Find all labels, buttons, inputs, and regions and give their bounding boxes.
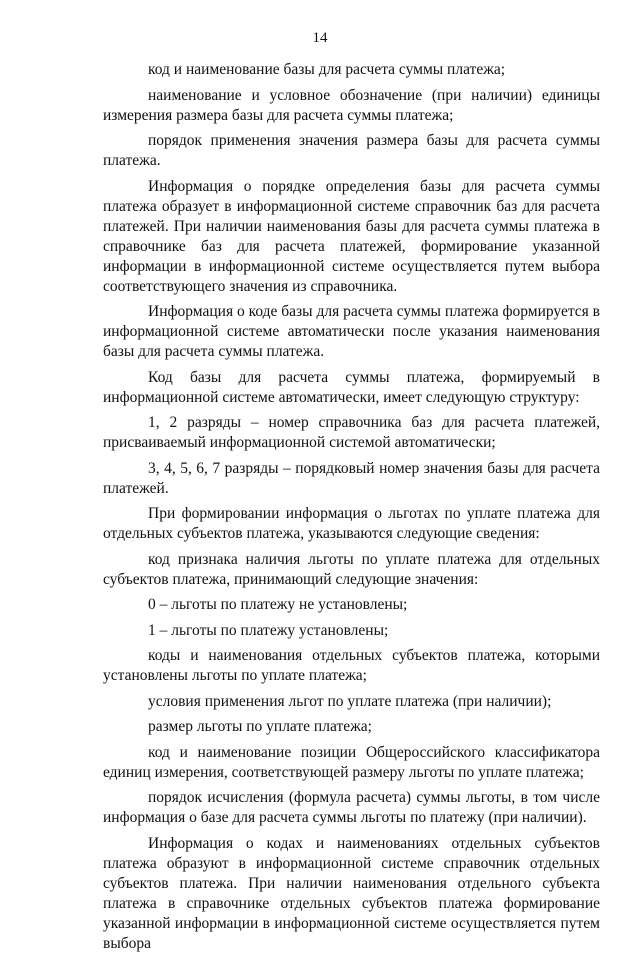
paragraph: 0 – льготы по платежу не установлены; [148,596,408,613]
paragraph: Информация о порядке определения базы для расчета суммы платежа образует в информационной системе справочник баз для расчета платежей. При наличии наименования базы для расчета суммы платежа в справочнике баз для расчета платежей, формирование указанной информации в информационной системе осуществляется путем выбора соответствующего значения из справочника. [103,177,600,295]
page-number: 14 [312,30,328,46]
paragraph: код и наименование позиции Общероссийского классификатора единиц измерения, соответствующей размеру льготы по уплате платежа; [103,743,600,781]
paragraph: код признака наличия льготы по уплате платежа для отдельных субъектов платежа, принимающий следующие значения: [103,550,600,588]
paragraph: размер льготы по уплате платежа; [148,718,372,735]
paragraph: При формировании информация о льготах по уплате платежа для отдельных субъектов платежа, указываются следующие сведения: [103,505,600,542]
paragraph: порядок исчисления (формула расчета) суммы льготы, в том числе информация о базе для расчета суммы льготы по платежу (при наличии). [103,789,600,826]
paragraph: 1 – льготы по платежу установлены; [148,621,389,639]
paragraph: условия применения льгот по уплате платежа (при наличии); [148,692,552,710]
paragraph: 3, 4, 5, 6, 7 разряды – порядковый номер значения базы для расчета платежей. [103,459,600,497]
paragraph: 1, 2 разряды – номер справочника баз для расчета платежей, присваиваемый информационной системой автоматически; [103,414,600,451]
paragraph: код и наименование базы для расчета суммы платежа; [148,61,506,78]
document-body [103,60,600,959]
paragraph: коды и наименования отдельных субъектов платежа, которыми установлены льготы по уплате платежа; [103,647,600,684]
paragraph: порядок применения значения размера базы для расчета суммы платежа. [103,132,600,169]
paragraph: наименование и условное обозначение (при наличии) единицы измерения размера базы для расчета суммы платежа; [103,86,600,124]
paragraph: Информация о кодах и наименованиях отдельных субъектов платежа образуют в информационной системе справочник отдельных субъектов платежа. При наличии наименования отдельного субъекта платежа в справочнике отдельных субъектов платежа формирование указанной информации в информационной системе осуществляется путем выбора [103,834,600,952]
paragraph: Информация о коде базы для расчета суммы платежа формируется в информационной системе автоматически после указания наименования базы для расчета суммы платежа. [103,303,600,360]
paragraph: Код базы для расчета суммы платежа, формируемый в информационной системе автоматически, имеет следующую структуру: [103,368,600,406]
